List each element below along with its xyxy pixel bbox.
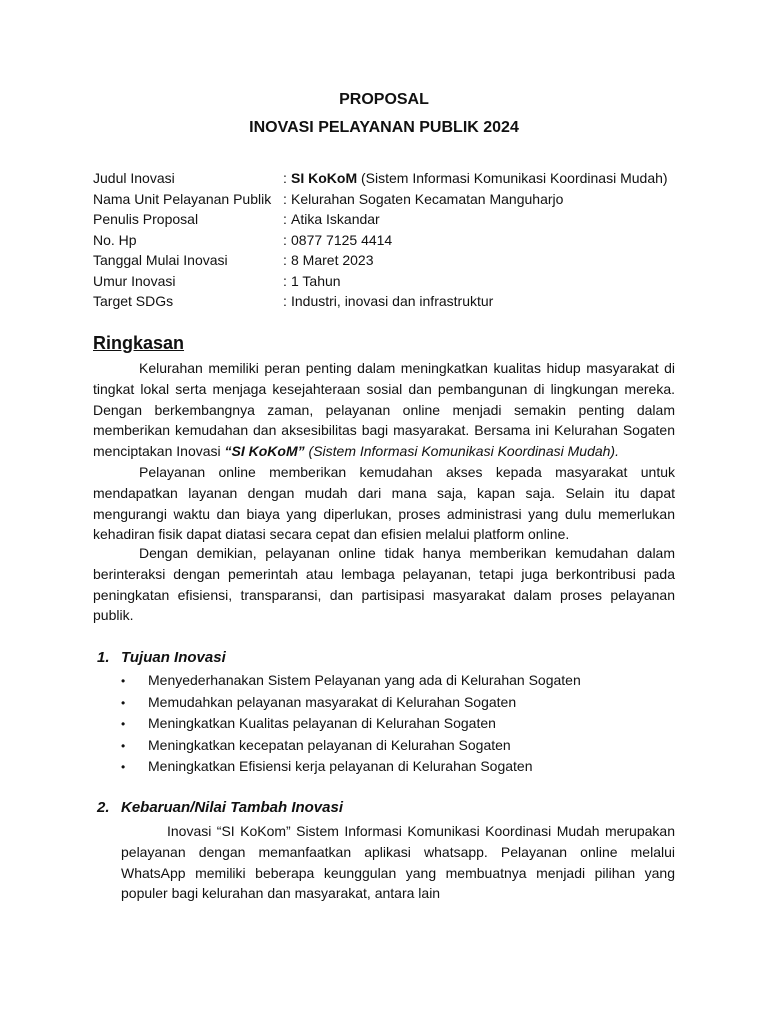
info-row-judul xyxy=(93,168,668,189)
list-item xyxy=(121,692,581,714)
kebaruan-heading xyxy=(97,799,343,816)
list-item-text: Meningkatkan Kualitas pelayanan di Kelurahan Sogaten xyxy=(148,715,496,731)
bullet-icon: • xyxy=(121,738,126,753)
ringkasan-paragraph-2: Pelayanan online memberikan kemudahan akses kepada masyarakat untuk mendapatkan layanan dengan mudah dari mana saja, kapan saja. Selain itu dapat mengurangi waktu dan biaya yang diperlukan, proses administrasi yang dulu memerlukan kehadiran fisik dapat diatasi secara cepat dan efisien melalui platform online. xyxy=(93,464,675,543)
tujuan-list xyxy=(121,670,581,778)
ringkasan-paragraph-1 xyxy=(93,358,675,462)
info-separator: : xyxy=(283,272,287,289)
info-value xyxy=(291,168,668,189)
bullet-icon: • xyxy=(121,695,126,710)
info-separator: : xyxy=(283,231,287,248)
document-subtitle: INOVASI PELAYANAN PUBLIK 2024 xyxy=(249,119,519,136)
list-item xyxy=(121,756,581,778)
info-row-tanggal xyxy=(93,250,668,271)
list-item-text: Meningkatkan Efisiensi kerja pelayanan di Kelurahan Sogaten xyxy=(148,758,533,774)
kebaruan-paragraph: Inovasi “SI KoKom” Sistem Informasi Komunikasi Koordinasi Mudah merupakan pelayanan dengan memanfaatkan aplikasi whatsapp. Pelayanan online melalui WhatsApp memiliki beberapa keunggulan yang membuatnya menjadi pilihan yang populer bagi kelurahan dan masyarakat, antara lain xyxy=(121,823,675,902)
info-label: Tanggal Mulai Inovasi xyxy=(93,252,228,268)
list-item xyxy=(121,735,581,757)
section-number: 2. xyxy=(97,799,110,816)
list-item-text: Memudahkan pelayanan masyarakat di Kelurahan Sogaten xyxy=(148,693,517,710)
info-table xyxy=(93,168,668,312)
innovation-description-emphasis: (Sistem Informasi Komunikasi Koordinasi Mudah). xyxy=(304,443,619,460)
title-block xyxy=(0,86,768,142)
info-value: 0877 7125 4414 xyxy=(291,231,393,248)
info-separator: : xyxy=(283,252,287,268)
info-row-umur xyxy=(93,271,668,292)
section-title: Kebaruan/Nilai Tambah Inovasi xyxy=(121,799,344,816)
info-value: Industri, inovasi dan infrastruktur xyxy=(291,293,494,309)
info-separator: : xyxy=(283,293,287,309)
info-row-hp xyxy=(93,230,668,251)
list-item xyxy=(121,670,581,692)
innovation-name-emphasis: “SI KoKoM” xyxy=(224,443,305,460)
info-row-penulis xyxy=(93,209,668,230)
info-label: Nama Unit Pelayanan Publik xyxy=(93,190,272,207)
info-value: Atika Iskandar xyxy=(291,211,380,227)
info-label: Penulis Proposal xyxy=(93,211,199,227)
section-title: Tujuan Inovasi xyxy=(121,649,226,666)
info-separator: : xyxy=(283,211,287,227)
tujuan-heading xyxy=(97,649,226,666)
info-separator: : xyxy=(283,190,287,207)
info-label: Umur Inovasi xyxy=(93,272,176,289)
list-item-text: Meningkatkan kecepatan pelayanan di Kelurahan Sogaten xyxy=(148,736,511,753)
info-label: No. Hp xyxy=(93,231,137,248)
bullet-icon: • xyxy=(121,717,126,731)
info-row-sdg xyxy=(93,291,668,312)
document-title: PROPOSAL xyxy=(339,91,429,108)
info-value: 8 Maret 2023 xyxy=(291,252,374,268)
info-row-unit xyxy=(93,189,668,210)
innovation-description: (Sistem Informasi Komunikasi Koordinasi Mudah) xyxy=(357,170,668,186)
ringkasan-paragraph-3: Dengan demikian, pelayanan online tidak hanya memberikan kemudahan dalam berinteraksi dengan pemerintah atau lembaga pelayanan, tetapi juga berkontribusi pada peningkatan efisiensi, transparansi, dan partisipasi masyarakat dalam proses pelayanan publik. xyxy=(93,545,675,624)
info-value: Kelurahan Sogaten Kecamatan Manguharjo xyxy=(291,190,564,207)
list-item-text: Menyederhanakan Sistem Pelayanan yang ada di Kelurahan Sogaten xyxy=(148,672,581,688)
bullet-icon: • xyxy=(121,760,126,774)
innovation-name: SI KoKoM xyxy=(291,170,358,186)
info-separator: : xyxy=(283,170,287,186)
bullet-icon: • xyxy=(121,674,126,688)
info-label: Target SDGs xyxy=(93,293,174,309)
ringkasan-heading: Ringkasan xyxy=(93,333,185,353)
list-item xyxy=(121,713,581,735)
paragraph-text: Kelurahan memiliki peran penting dalam meningkatkan kualitas hidup masyarakat di tingkat lokal serta menjaga kesejahteraan sosial dan pembangunan di lingkungan mereka. Dengan berkembangnya zaman, pelayanan online menjadi semakin penting dalam memberikan kemudahan dan aksesibilitas bagi masyarakat. Bersama ini Kelurahan Sogaten menciptakan Inovasi xyxy=(93,360,675,460)
info-value: 1 Tahun xyxy=(291,272,341,289)
info-label: Judul Inovasi xyxy=(93,170,175,186)
section-number: 1. xyxy=(97,649,110,666)
